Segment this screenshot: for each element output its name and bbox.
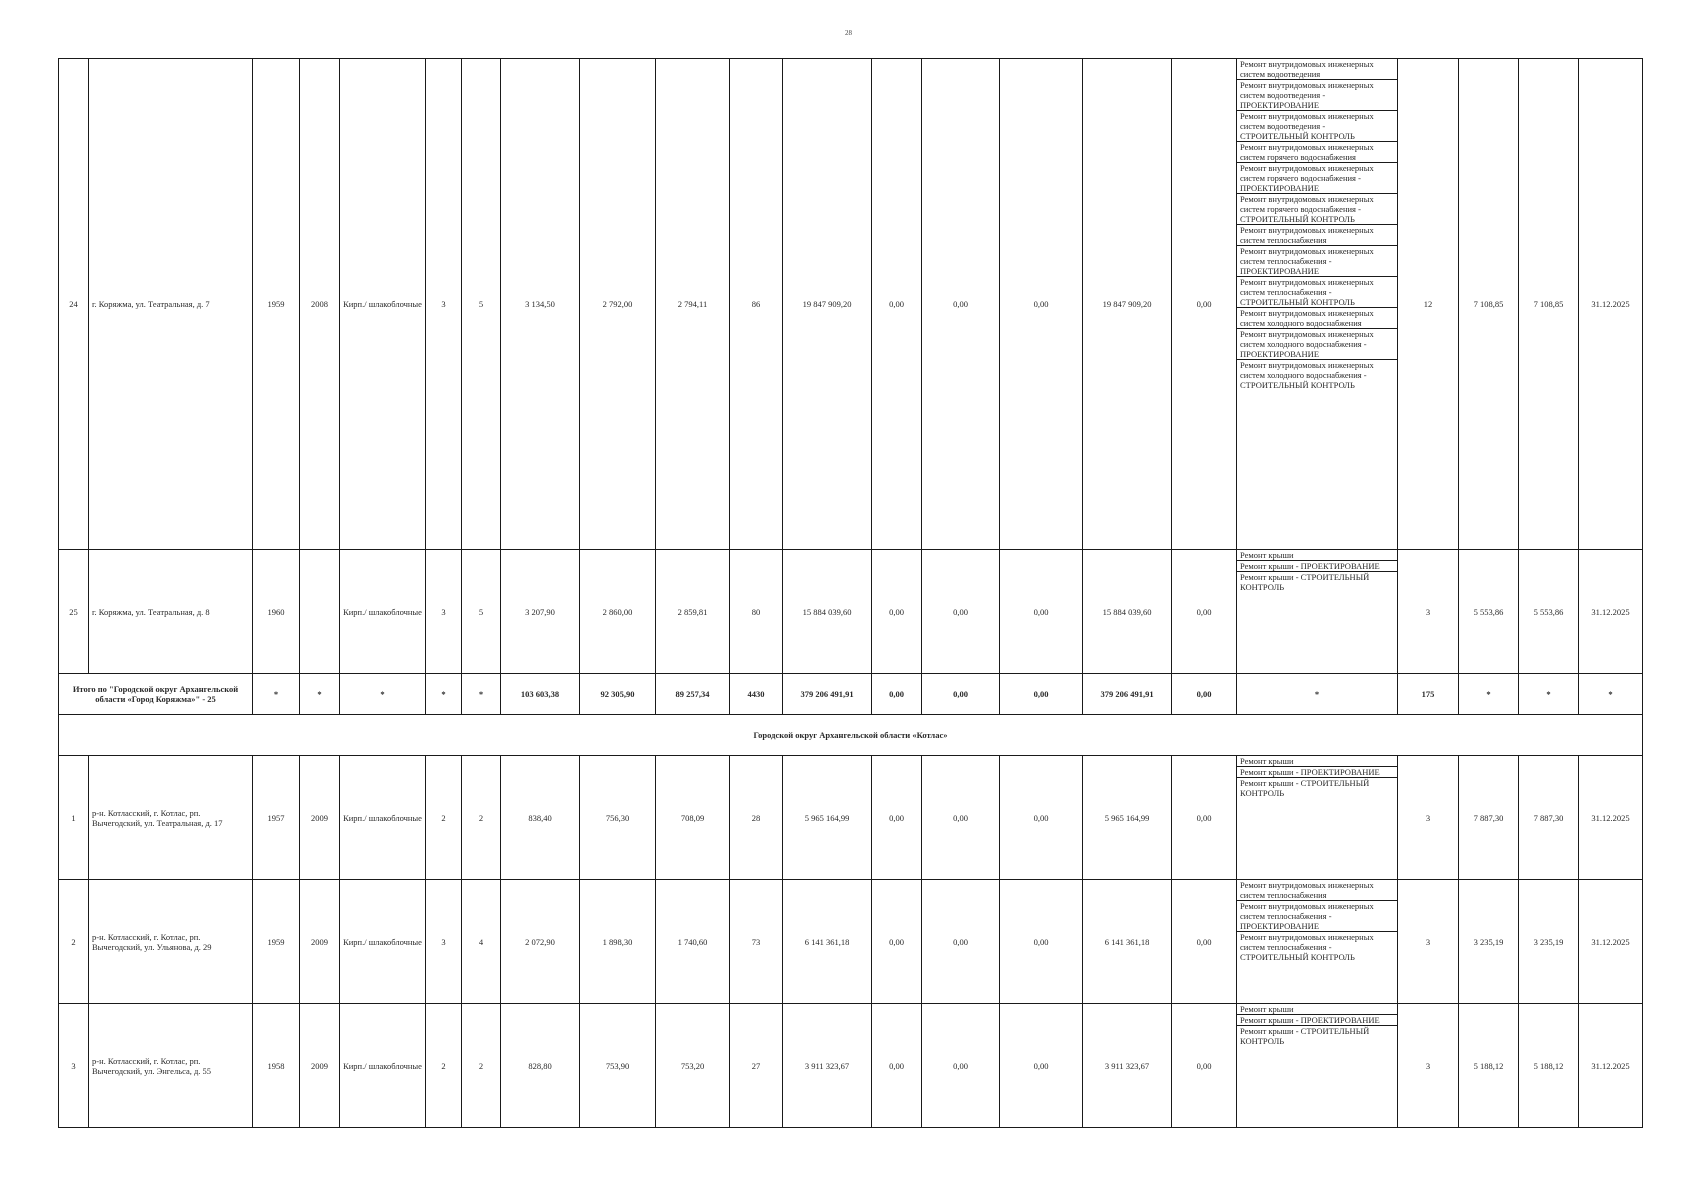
- material-cell: Кирп./ шлакоблочные: [340, 756, 426, 880]
- total-works-count: 175: [1398, 674, 1459, 715]
- work-item: Ремонт крыши - ПРОЕКТИРОВАНИЕ: [1240, 767, 1380, 777]
- table-row: [59, 756, 1643, 880]
- limit-cost-cell: 5 553,86: [1519, 550, 1579, 674]
- cost-owners-cell: 19 847 909,20: [1083, 59, 1172, 550]
- works-cell: [1237, 756, 1398, 880]
- year-built-cell: 1959: [253, 880, 300, 1004]
- total-star: *: [340, 674, 426, 715]
- work-item: Ремонт крыши - СТРОИТЕЛЬНЫЙ КОНТРОЛЬ: [1240, 1026, 1370, 1046]
- cost-other-cell: 0,00: [1172, 880, 1237, 1004]
- cost-region-cell: 0,00: [922, 59, 1000, 550]
- year-overhaul-cell: 2009: [300, 1004, 340, 1128]
- deadline-cell: 31.12.2025: [1579, 756, 1643, 880]
- area-residential-cell: 753,20: [656, 1004, 730, 1128]
- year-built-cell: 1957: [253, 756, 300, 880]
- entrances-cell: 2: [462, 756, 501, 880]
- work-item: Ремонт крыши: [1240, 756, 1294, 766]
- material-cell: Кирп./ шлакоблочные: [340, 59, 426, 550]
- limit-cost-cell: 7 887,30: [1519, 756, 1579, 880]
- total-cost-total: 379 206 491,91: [783, 674, 872, 715]
- cost-other-cell: 0,00: [1172, 59, 1237, 550]
- total-star: *: [426, 674, 462, 715]
- cost-region-cell: 0,00: [922, 756, 1000, 880]
- work-item: Ремонт внутридомовых инженерных систем теплоснабжения - ПРОЕКТИРОВАНИЕ: [1240, 901, 1374, 931]
- table-row: [59, 880, 1643, 1004]
- cost-owners-cell: 15 884 039,60: [1083, 550, 1172, 674]
- total-star: *: [462, 674, 501, 715]
- capital-repair-register-table: [58, 58, 1643, 1128]
- address-cell: р-н. Котласский, г. Котлас, рп. Вычегодский, ул. Ульянова, д. 29: [89, 880, 253, 1004]
- table-row: [59, 1004, 1643, 1128]
- entrances-cell: 4: [462, 880, 501, 1004]
- year-overhaul-cell: 2009: [300, 880, 340, 1004]
- area-total-cell: 3 207,90: [501, 550, 580, 674]
- year-built-cell: 1959: [253, 59, 300, 550]
- cost-local-cell: 0,00: [1000, 550, 1083, 674]
- work-item: Ремонт крыши - ПРОЕКТИРОВАНИЕ: [1240, 561, 1380, 571]
- total-area-residential: 89 257,34: [656, 674, 730, 715]
- area-total-cell: 838,40: [501, 756, 580, 880]
- row-number: 2: [59, 880, 89, 1004]
- total-cost-fund: 0,00: [872, 674, 922, 715]
- total-cost-region: 0,00: [922, 674, 1000, 715]
- work-item: Ремонт крыши - ПРОЕКТИРОВАНИЕ: [1240, 1015, 1380, 1025]
- cost-total-cell: 3 911 323,67: [783, 1004, 872, 1128]
- floors-cell: 2: [426, 1004, 462, 1128]
- cost-other-cell: 0,00: [1172, 550, 1237, 674]
- work-item: Ремонт внутридомовых инженерных систем теплоснабжения - СТРОИТЕЛЬНЫЙ КОНТРОЛЬ: [1240, 932, 1374, 962]
- area-all-cell: 2 860,00: [580, 550, 656, 674]
- work-item: Ремонт внутридомовых инженерных систем горячего водоснабжения - СТРОИТЕЛЬНЫЙ КОНТРОЛЬ: [1240, 194, 1374, 224]
- limit-cost-cell: 3 235,19: [1519, 880, 1579, 1004]
- section-title: Городской округ Архангельской области «Котлас»: [59, 715, 1643, 756]
- cost-owners-cell: 3 911 323,67: [1083, 1004, 1172, 1128]
- residents-cell: 27: [730, 1004, 783, 1128]
- floors-cell: 3: [426, 59, 462, 550]
- works-count-cell: 3: [1398, 550, 1459, 674]
- entrances-cell: 5: [462, 550, 501, 674]
- total-area-total: 103 603,38: [501, 674, 580, 715]
- unit-cost-cell: 7 108,85: [1459, 59, 1519, 550]
- address-cell: г. Коряжма, ул. Театральная, д. 7: [89, 59, 253, 550]
- row-number: 25: [59, 550, 89, 674]
- row-number: 1: [59, 756, 89, 880]
- works-cell: [1237, 880, 1398, 1004]
- cost-fund-cell: 0,00: [872, 550, 922, 674]
- area-residential-cell: 1 740,60: [656, 880, 730, 1004]
- work-item: Ремонт внутридомовых инженерных систем теплоснабжения: [1240, 880, 1374, 900]
- cost-local-cell: 0,00: [1000, 756, 1083, 880]
- residents-cell: 86: [730, 59, 783, 550]
- address-cell: р-н. Котласский, г. Котлас, рп. Вычегодский, ул. Энгельса, д. 55: [89, 1004, 253, 1128]
- works-cell: [1237, 1004, 1398, 1128]
- area-residential-cell: 2 794,11: [656, 59, 730, 550]
- limit-cost-cell: 5 188,12: [1519, 1004, 1579, 1128]
- cost-other-cell: 0,00: [1172, 756, 1237, 880]
- row-number: 24: [59, 59, 89, 550]
- work-item: Ремонт внутридомовых инженерных систем холодного водоснабжения - ПРОЕКТИРОВАНИЕ: [1240, 329, 1374, 359]
- material-cell: Кирп./ шлакоблочные: [340, 550, 426, 674]
- total-star: *: [1579, 674, 1643, 715]
- cost-region-cell: 0,00: [922, 550, 1000, 674]
- works-count-cell: 3: [1398, 756, 1459, 880]
- unit-cost-cell: 5 553,86: [1459, 550, 1519, 674]
- cost-local-cell: 0,00: [1000, 59, 1083, 550]
- cost-fund-cell: 0,00: [872, 756, 922, 880]
- work-item: Ремонт внутридомовых инженерных систем водоотведения - ПРОЕКТИРОВАНИЕ: [1240, 80, 1374, 110]
- cost-total-cell: 6 141 361,18: [783, 880, 872, 1004]
- total-star: *: [253, 674, 300, 715]
- works-count-cell: 3: [1398, 880, 1459, 1004]
- area-all-cell: 2 792,00: [580, 59, 656, 550]
- address-cell: г. Коряжма, ул. Театральная, д. 8: [89, 550, 253, 674]
- work-item: Ремонт крыши - СТРОИТЕЛЬНЫЙ КОНТРОЛЬ: [1240, 778, 1370, 798]
- works-count-cell: 12: [1398, 59, 1459, 550]
- year-built-cell: 1958: [253, 1004, 300, 1128]
- section-row: [59, 715, 1643, 756]
- work-item: Ремонт внутридомовых инженерных систем горячего водоснабжения: [1240, 142, 1374, 162]
- floors-cell: 3: [426, 550, 462, 674]
- cost-fund-cell: 0,00: [872, 1004, 922, 1128]
- table-row: [59, 59, 1643, 550]
- cost-fund-cell: 0,00: [872, 880, 922, 1004]
- work-item: Ремонт внутридомовых инженерных систем холодного водоснабжения - СТРОИТЕЛЬНЫЙ КОНТРОЛЬ: [1240, 360, 1374, 390]
- entrances-cell: 2: [462, 1004, 501, 1128]
- area-all-cell: 753,90: [580, 1004, 656, 1128]
- floors-cell: 3: [426, 880, 462, 1004]
- unit-cost-cell: 7 887,30: [1459, 756, 1519, 880]
- limit-cost-cell: 7 108,85: [1519, 59, 1579, 550]
- area-total-cell: 2 072,90: [501, 880, 580, 1004]
- total-row: [59, 674, 1643, 715]
- residents-cell: 80: [730, 550, 783, 674]
- area-residential-cell: 708,09: [656, 756, 730, 880]
- total-cost-local: 0,00: [1000, 674, 1083, 715]
- area-all-cell: 1 898,30: [580, 880, 656, 1004]
- work-item: Ремонт крыши: [1240, 1004, 1294, 1014]
- cost-total-cell: 5 965 164,99: [783, 756, 872, 880]
- floors-cell: 2: [426, 756, 462, 880]
- total-star: *: [1237, 674, 1398, 715]
- area-total-cell: 3 134,50: [501, 59, 580, 550]
- total-star: *: [300, 674, 340, 715]
- work-item: Ремонт внутридомовых инженерных систем водоотведения: [1240, 59, 1374, 79]
- cost-other-cell: 0,00: [1172, 1004, 1237, 1128]
- year-overhaul-cell: 2009: [300, 756, 340, 880]
- cost-local-cell: 0,00: [1000, 1004, 1083, 1128]
- deadline-cell: 31.12.2025: [1579, 550, 1643, 674]
- work-item: Ремонт внутридомовых инженерных систем водоотведения - СТРОИТЕЛЬНЫЙ КОНТРОЛЬ: [1240, 111, 1374, 141]
- work-item: Ремонт крыши: [1240, 550, 1294, 560]
- work-item: Ремонт внутридомовых инженерных систем теплоснабжения - ПРОЕКТИРОВАНИЕ: [1240, 246, 1374, 276]
- material-cell: Кирп./ шлакоблочные: [340, 880, 426, 1004]
- page-number: 28: [845, 29, 852, 37]
- work-item: Ремонт крыши - СТРОИТЕЛЬНЫЙ КОНТРОЛЬ: [1240, 572, 1370, 592]
- table-row: [59, 550, 1643, 674]
- works-count-cell: 3: [1398, 1004, 1459, 1128]
- unit-cost-cell: 5 188,12: [1459, 1004, 1519, 1128]
- cost-owners-cell: 5 965 164,99: [1083, 756, 1172, 880]
- cost-owners-cell: 6 141 361,18: [1083, 880, 1172, 1004]
- total-star: *: [1459, 674, 1519, 715]
- deadline-cell: 31.12.2025: [1579, 880, 1643, 1004]
- cost-region-cell: 0,00: [922, 880, 1000, 1004]
- work-item: Ремонт внутридомовых инженерных систем холодного водоснабжения: [1240, 308, 1374, 328]
- total-star: *: [1519, 674, 1579, 715]
- works-cell: [1237, 550, 1398, 674]
- total-residents: 4430: [730, 674, 783, 715]
- cost-region-cell: 0,00: [922, 1004, 1000, 1128]
- total-cost-other: 0,00: [1172, 674, 1237, 715]
- area-total-cell: 828,80: [501, 1004, 580, 1128]
- area-residential-cell: 2 859,81: [656, 550, 730, 674]
- cost-total-cell: 15 884 039,60: [783, 550, 872, 674]
- year-overhaul-cell: 2008: [300, 59, 340, 550]
- work-item: Ремонт внутридомовых инженерных систем горячего водоснабжения - ПРОЕКТИРОВАНИЕ: [1240, 163, 1374, 193]
- total-label: Итого по "Городской округ Архангельской области «Город Коряжма»" - 25: [59, 674, 253, 715]
- works-cell: [1237, 59, 1398, 550]
- year-overhaul-cell: [300, 550, 340, 674]
- deadline-cell: 31.12.2025: [1579, 59, 1643, 550]
- area-all-cell: 756,30: [580, 756, 656, 880]
- cost-local-cell: 0,00: [1000, 880, 1083, 1004]
- deadline-cell: 31.12.2025: [1579, 1004, 1643, 1128]
- address-cell: р-н. Котласский, г. Котлас, рп. Вычегодский, ул. Театральная, д. 17: [89, 756, 253, 880]
- residents-cell: 28: [730, 756, 783, 880]
- cost-total-cell: 19 847 909,20: [783, 59, 872, 550]
- work-item: Ремонт внутридомовых инженерных систем теплоснабжения: [1240, 225, 1374, 245]
- year-built-cell: 1960: [253, 550, 300, 674]
- total-area-all: 92 305,90: [580, 674, 656, 715]
- row-number: 3: [59, 1004, 89, 1128]
- work-item: Ремонт внутридомовых инженерных систем теплоснабжения - СТРОИТЕЛЬНЫЙ КОНТРОЛЬ: [1240, 277, 1374, 307]
- material-cell: Кирп./ шлакоблочные: [340, 1004, 426, 1128]
- entrances-cell: 5: [462, 59, 501, 550]
- total-cost-owners: 379 206 491,91: [1083, 674, 1172, 715]
- cost-fund-cell: 0,00: [872, 59, 922, 550]
- residents-cell: 73: [730, 880, 783, 1004]
- unit-cost-cell: 3 235,19: [1459, 880, 1519, 1004]
